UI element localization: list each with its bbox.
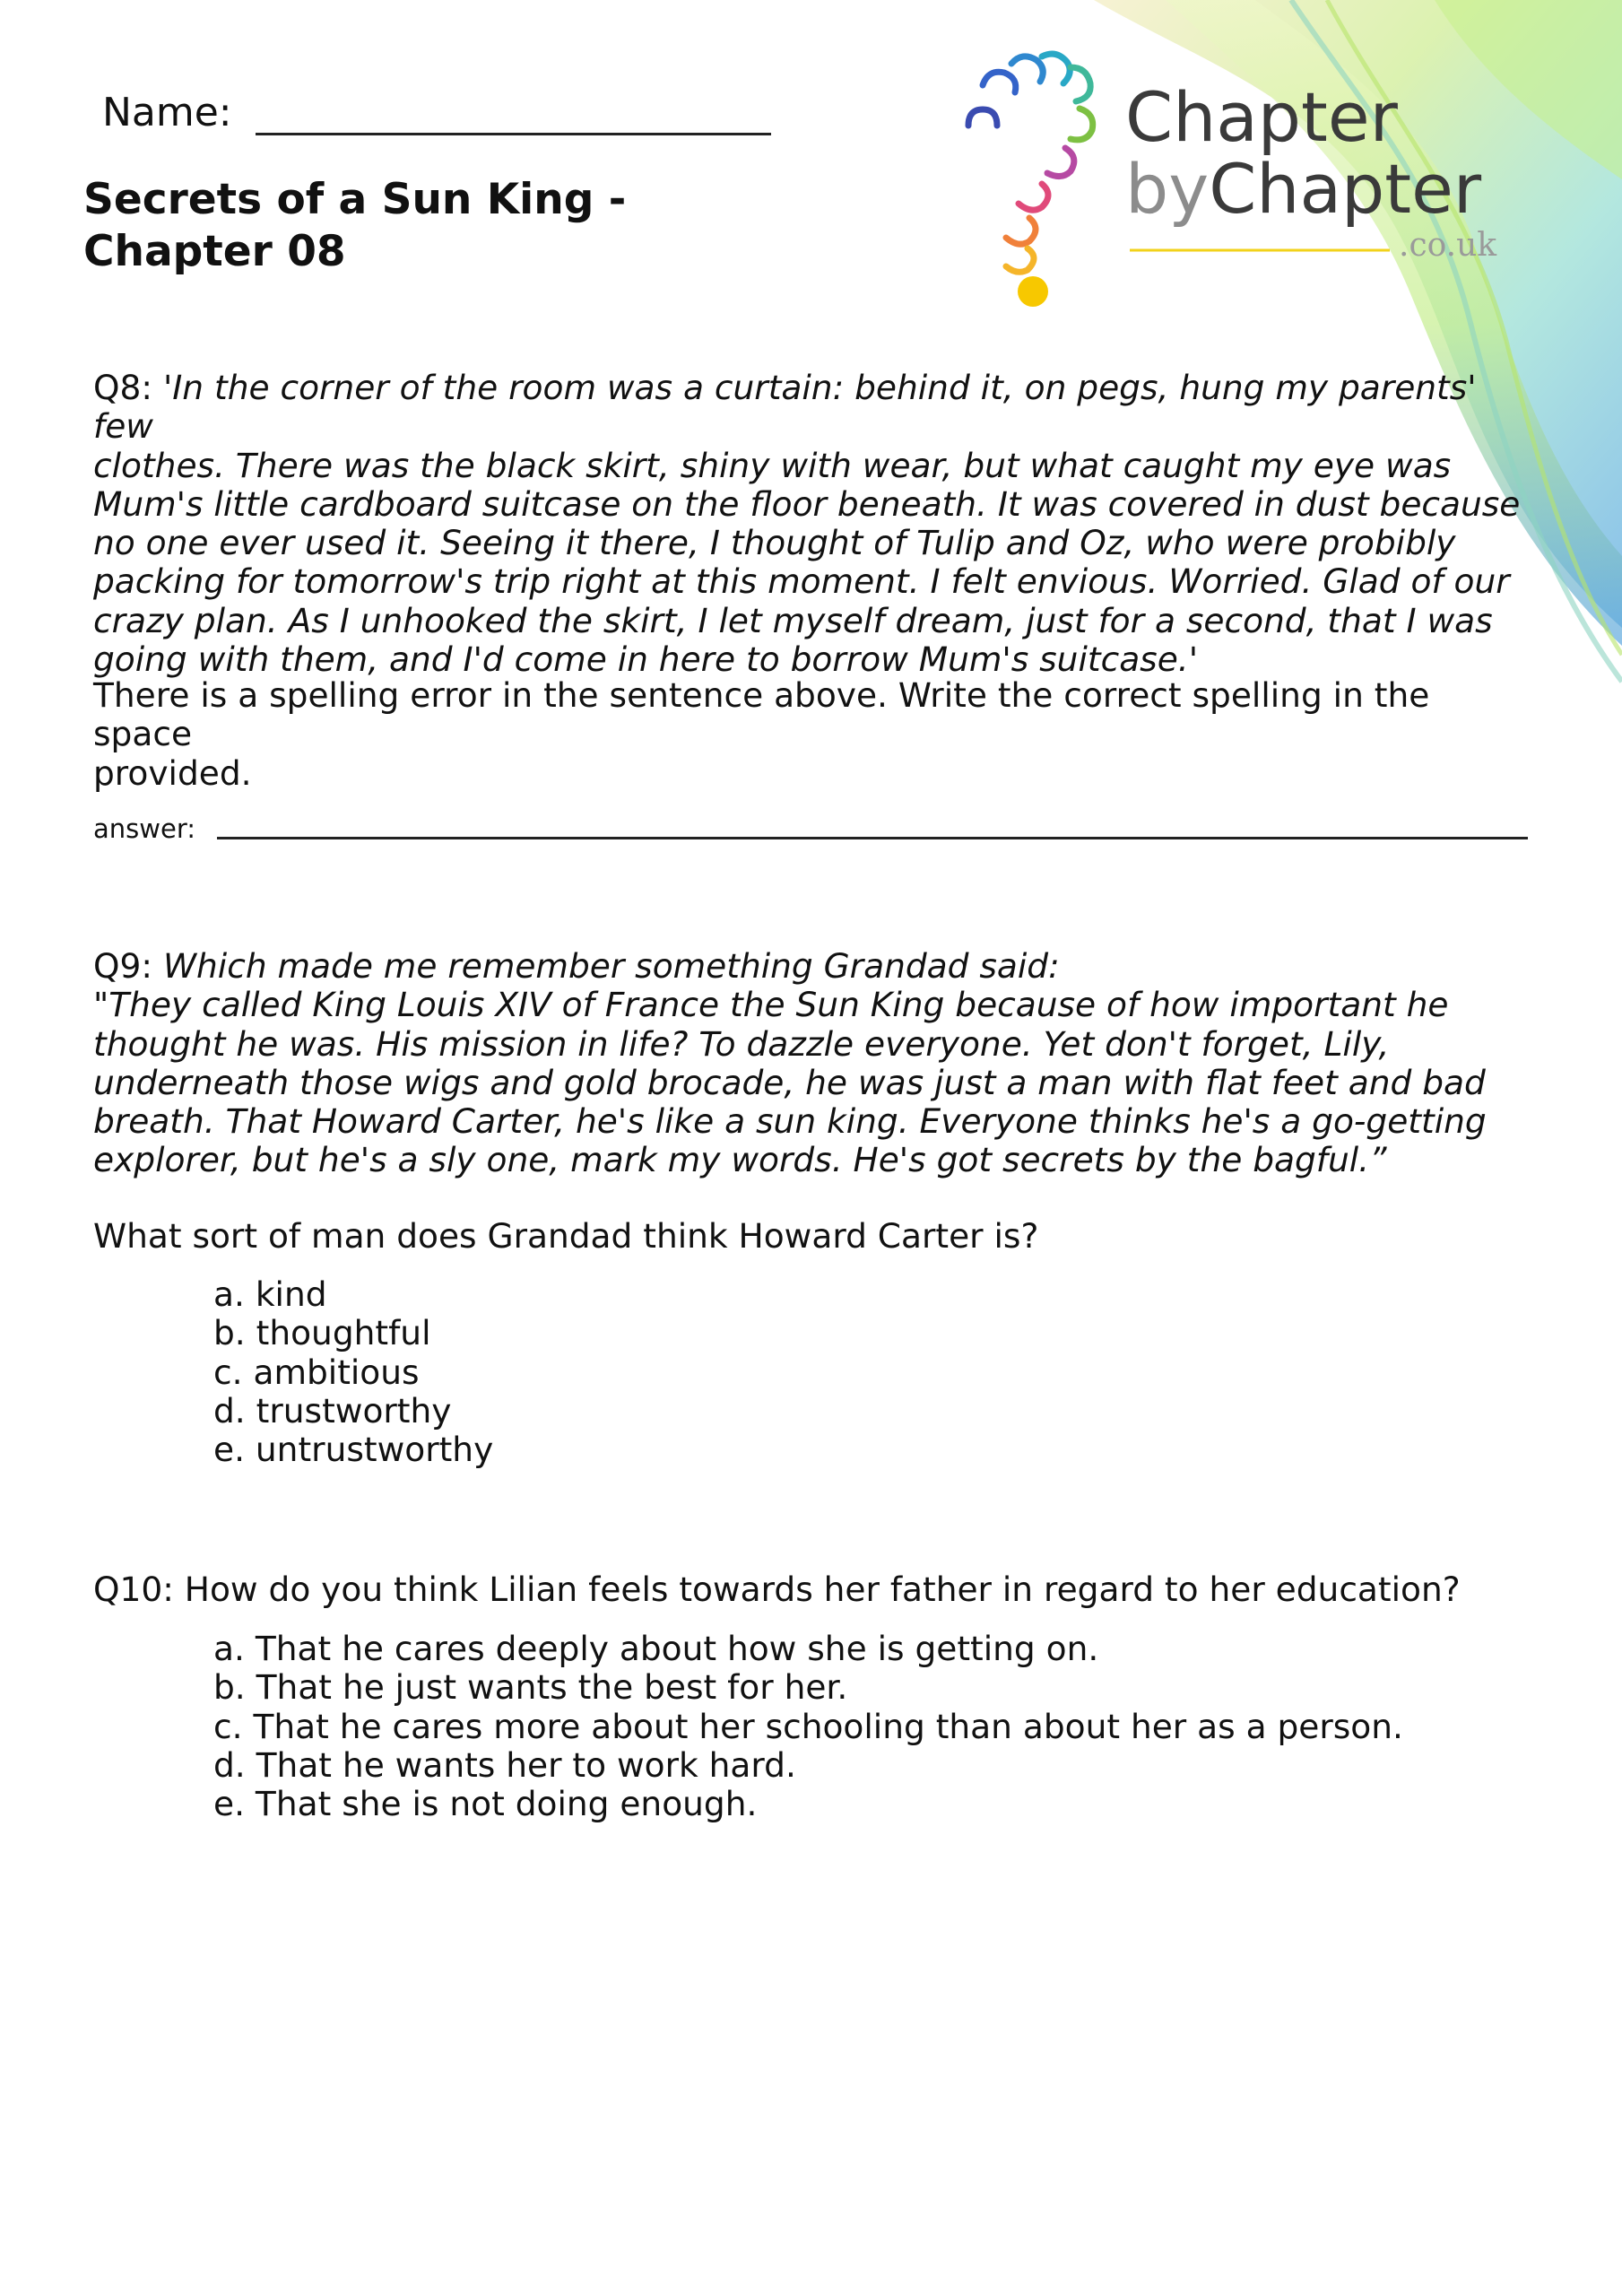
q10-option-c[interactable]: c. That he cares more about her schooling than about her as a person.: [213, 1706, 1403, 1746]
q10-option-b[interactable]: b. That he just wants the best for her.: [213, 1667, 848, 1708]
logo-dot: [1018, 276, 1048, 307]
q10-option-e[interactable]: e. That she is not doing enough.: [213, 1784, 758, 1824]
chapter-by-chapter-logo: [959, 49, 1533, 318]
q8-passage-line: no one ever used it. Seeing it there, I thought of Tulip and Oz, who were probibly: [93, 523, 1456, 563]
q9-option-d[interactable]: d. trustworthy: [213, 1390, 452, 1431]
q9-option-b[interactable]: b. thoughtful: [213, 1313, 431, 1353]
q8-question-line: There is a spelling error in the sentence above. Write the correct spelling in the space: [93, 675, 1430, 754]
q8-label: Q8:: [93, 368, 153, 407]
q8-passage-line: crazy plan. As I unhooked the skirt, I let myself dream, just for a second, that I was: [93, 600, 1493, 640]
q9-options: [213, 1275, 493, 1469]
q9-passage-line: underneath those wigs and gold brocade, he was just a man with flat feet and bad: [93, 1062, 1486, 1102]
q8-passage-line: clothes. There was the black skirt, shiny with wear, but what caught my eye was: [93, 445, 1452, 485]
q10-option-a[interactable]: a. That he cares deeply about how she is getting on.: [213, 1629, 1099, 1668]
q8-passage-line: Mum's little cardboard suitcase on the floor beneath. It was covered in dust because: [93, 483, 1521, 524]
q9-passage-line: thought he was. His mission in life? To dazzle everyone. Yet don't forget, Lily,: [93, 1023, 1390, 1064]
name-row: [102, 90, 771, 135]
q8-question: [93, 676, 1537, 793]
q8-answer-row: [93, 812, 1528, 844]
q9-passage-line: breath. That Howard Carter, he's like a sun king. Everyone thinks he's a go-getting: [93, 1101, 1487, 1142]
answer-field[interactable]: [217, 812, 1528, 839]
q9-option-e[interactable]: e. untrustworthy: [213, 1430, 494, 1470]
q9-label: Q9:: [93, 946, 153, 986]
title-line-2: Chapter 08: [83, 227, 346, 276]
q10-options: [213, 1630, 1403, 1823]
name-field[interactable]: [256, 90, 771, 135]
q10-option-d[interactable]: d. That he wants her to work hard.: [213, 1744, 796, 1785]
name-label: Name:: [102, 90, 232, 135]
q9-option-c[interactable]: c. ambitious: [213, 1352, 420, 1392]
q8-passage-line: 'In the corner of the room was a curtain: behind it, on pegs, hung my parents' few: [93, 368, 1477, 447]
q10-question: Q10: How do you think Lilian feels towards her father in regard to her education?: [93, 1570, 1461, 1609]
answer-label: answer:: [93, 813, 196, 844]
q8-passage-line: going with them, and I'd come in here to borrow Mum's suitcase.': [93, 639, 1199, 680]
q9-passage-line: Which made me remember something Grandad said:: [162, 946, 1060, 986]
logo-word-bychapter: byChapter: [1125, 149, 1482, 229]
logo-domain: .co.uk: [1399, 227, 1497, 264]
q9-question: What sort of man does Grandad think Howard Carter is?: [93, 1216, 1039, 1256]
q9-option-a[interactable]: a. kind: [213, 1274, 327, 1314]
page-title: [83, 174, 711, 278]
title-line-1: Secrets of a Sun King -: [83, 175, 627, 224]
book-arc-icon: [968, 54, 1093, 272]
q8-passage-line: packing for tomorrow's trip right at this moment. I felt envious. Worried. Glad of our: [93, 561, 1510, 602]
q9-passage: [93, 947, 1537, 1180]
q8-passage: [93, 369, 1537, 679]
q8-question-line: provided.: [93, 752, 252, 793]
q9-passage-line: "They called King Louis XIV of France the Sun King because of how important he: [93, 985, 1449, 1025]
q9-passage-line: explorer, but he's a sly one, mark my words. He's got secrets by the bagful.”: [93, 1140, 1387, 1180]
logo-word-chapter: Chapter: [1125, 77, 1398, 157]
